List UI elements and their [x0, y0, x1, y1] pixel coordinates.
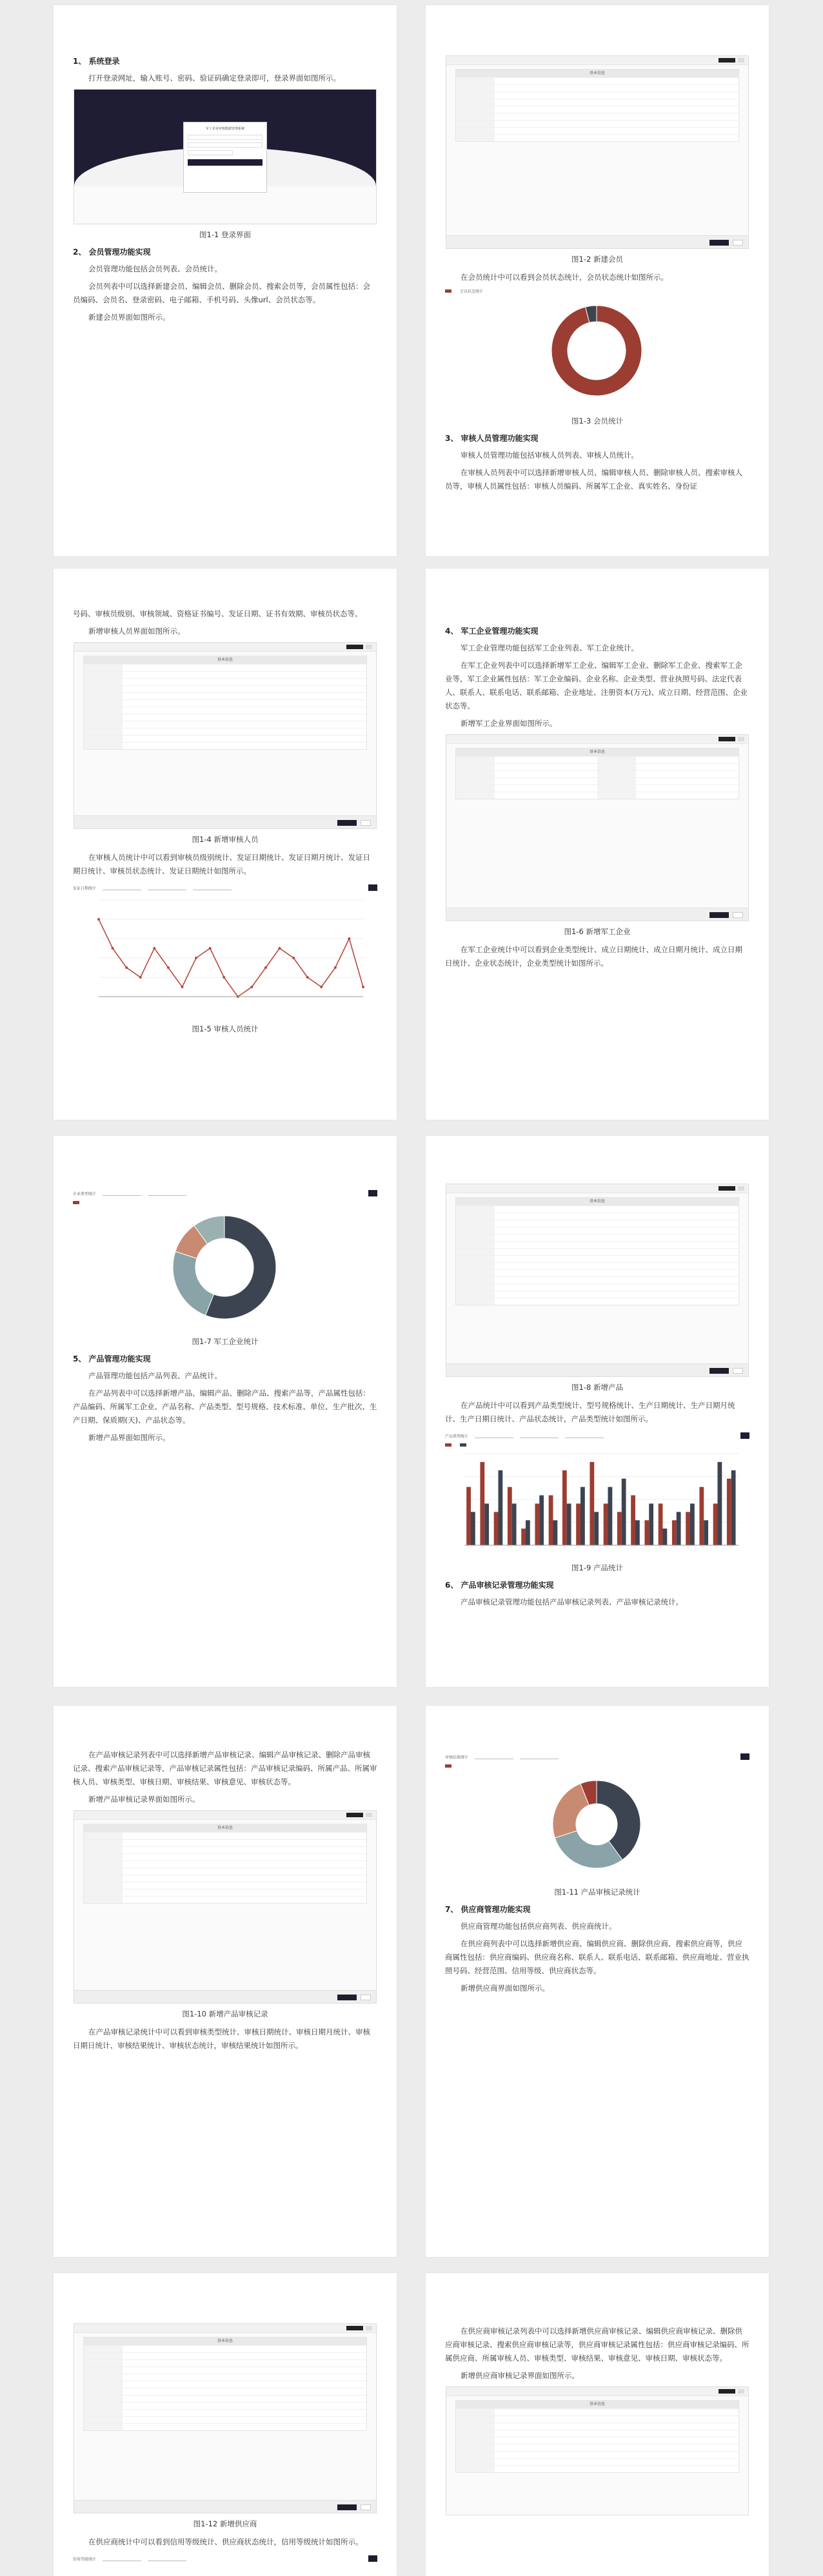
bar [622, 1479, 626, 1545]
bar [484, 1503, 489, 1545]
data-point [250, 986, 253, 988]
new-enterprise-screenshot [446, 734, 749, 921]
section-title: 1、 系统登录 [73, 57, 120, 66]
new-auditor-screenshot [74, 642, 377, 829]
figure-caption: 图1-7 军工企业统计 [192, 1337, 259, 1346]
paragraph: 供应商管理功能包括供应商列表、供应商统计。 [461, 1922, 617, 1931]
section-title: 2、 会员管理功能实现 [73, 248, 151, 257]
search-button [740, 1753, 749, 1760]
data-point [153, 947, 155, 950]
bar [713, 1503, 718, 1545]
bar [580, 1487, 585, 1545]
bar [686, 1512, 690, 1545]
chart-title: 会员状态统计 [460, 289, 484, 294]
figure-caption: 图1-9 产品统计 [571, 1563, 623, 1572]
paragraph: 在军工企业统计中可以看到企业类型统计、成立日期统计、成立日期月统计、成立日期日统计、企业状态统计，企业类型统计如图所示。 [445, 945, 742, 968]
new-member-screenshot [446, 55, 749, 249]
data-point [97, 918, 100, 921]
page-9 [54, 2273, 397, 2576]
paragraph: 在产品审核记录统计中可以看到审核类型统计、审核日期统计、审核日期月统计、审核日期日统计、审核结果统计、审核状态统计，审核结果统计如图所示。 [73, 2027, 370, 2050]
bar [508, 1487, 512, 1545]
bar [644, 1520, 649, 1545]
form-header: 基本信息 [84, 656, 366, 664]
login-screenshot [74, 89, 377, 224]
chart-title: 发证日期统计 [73, 886, 97, 891]
data-point [125, 966, 128, 969]
bar [662, 1528, 667, 1545]
bar [617, 1512, 622, 1545]
new-audit-record-screenshot [74, 1810, 377, 2004]
paragraph: 新增供应商界面如图所示。 [461, 1984, 550, 1993]
bar [535, 1503, 539, 1545]
page-1 [54, 5, 397, 556]
line-chart [73, 893, 376, 1016]
bar [590, 1462, 594, 1545]
figure-caption: 图1-12 新增供应商 [193, 2519, 257, 2528]
page-2 [426, 5, 769, 556]
section-title: 5、 产品管理功能实现 [73, 1354, 151, 1363]
pie-slice [173, 1251, 213, 1315]
bar [649, 1503, 653, 1545]
bar [562, 1470, 567, 1545]
form-header: 基本信息 [456, 2401, 739, 2408]
paragraph: 审核人员管理功能包括审核人员列表、审核人员统计。 [461, 451, 639, 460]
section-title: 3、 审核人员管理功能实现 [445, 434, 539, 443]
bar [549, 1496, 553, 1545]
bar [466, 1487, 471, 1545]
page-4 [426, 569, 769, 1120]
paragraph: 新增产品审核记录界面如图所示。 [88, 1795, 200, 1804]
search-button [368, 1190, 377, 1196]
section-title: 4、 军工企业管理功能实现 [445, 627, 539, 636]
form-header: 基本信息 [456, 1198, 739, 1205]
figure-caption: 图1-8 新增产品 [571, 1383, 623, 1392]
paragraph: 会员列表中可以选择新建会员、编辑会员、删除会员、搜索会员等，会员属性包括：会员编码、会员名、登录密码、电子邮箱、手机号码、头像url、会员状态等。 [73, 282, 370, 304]
new-supplier-screenshot [74, 2323, 377, 2513]
page-3 [54, 569, 397, 1120]
bar-chart [445, 1449, 748, 1555]
password-field [188, 142, 263, 148]
data-point [362, 986, 364, 988]
audit-result-chart [445, 1751, 749, 1882]
figure-caption: 图1-4 新增审核人员 [192, 835, 259, 844]
date-chart [73, 882, 377, 1019]
login-card [183, 122, 267, 193]
bar [631, 1496, 635, 1545]
form-header: 基本信息 [84, 2337, 366, 2345]
toolbar [446, 56, 748, 65]
paragraph: 打开登录网址，输入账号、密码、验证码确定登录即可，登录界面如图所示。 [88, 73, 341, 83]
figure-caption: 图1-1 登录界面 [199, 230, 251, 239]
bar [553, 1520, 557, 1545]
login-title: 军工企业审核数据管理系统 [205, 127, 244, 131]
paragraph: 在审核人员统计中可以看到审核员级别统计、发证日期统计、发证日期月统计、发证日期日统计、审核员状态统计、发证日期统计如图所示。 [73, 853, 370, 875]
form [455, 69, 739, 142]
bar [672, 1520, 677, 1545]
donut-chart [445, 296, 748, 405]
data-point [167, 966, 170, 969]
paragraph: 新增供应商审核记录界面如图所示。 [461, 2371, 579, 2380]
bar [521, 1528, 526, 1545]
paragraph: 新增军工企业界面如图所示。 [461, 719, 557, 728]
search-button [740, 1432, 749, 1439]
bar [526, 1520, 530, 1545]
login-button [188, 159, 263, 166]
figure-caption: 图1-11 产品审核记录统计 [554, 1888, 640, 1897]
page-6 [426, 1136, 769, 1687]
search-button [368, 2555, 377, 2562]
member-chart [445, 288, 749, 411]
bar [717, 1462, 722, 1545]
paragraph: 在审核人员列表中可以选择新增审核人员、编辑审核人员、删除审核人员、搜索审核人员等，审核人员属性包括：审核人员编码、所属军工企业、真实姓名、身份证 [445, 468, 742, 491]
data-point [223, 976, 225, 979]
form-header: 基本信息 [84, 1824, 366, 1832]
data-point [139, 976, 142, 979]
donut-chart [73, 1206, 376, 1329]
bar [576, 1503, 580, 1545]
chart-title: 审核结果统计 [445, 1755, 469, 1760]
chart-title: 企业类型统计 [73, 1191, 97, 1196]
data-point [320, 986, 322, 988]
paragraph: 在会员统计中可以看到会员状态统计，会员状态统计如图所示。 [461, 273, 668, 282]
new-supplier-audit-screenshot [446, 2386, 749, 2515]
credit-chart-filter [73, 2553, 377, 2564]
captcha-field [188, 150, 233, 155]
data-point [112, 947, 114, 950]
chart-title: 信用等级统计 [73, 2557, 97, 2562]
paragraph: 在军工企业列表中可以选择新增军工企业、编辑军工企业、删除军工企业、搜索军工企业等，军工企业属性包括：军工企业编码、企业名称、企业类型、营业执照号码、法定代表人、联系人、联系电话、联系邮箱、企业地址、注册资本(万元)、成立日期、经营范围、企业状态等。 [445, 661, 748, 710]
paragraph: 在供应商列表中可以选择新增供应商、编辑供应商、删除供应商、搜索供应商等，供应商属性包括：供应商编码、供应商名称、联系人、联系电话、联系邮箱、供应商地址、营业执照号码、经营范围、信用等级、供应商状态等。 [445, 1939, 749, 1975]
paragraph: 在产品审核记录列表中可以选择新增产品审核记录、编辑产品审核记录、删除产品审核记录、搜索产品审核记录等，产品审核记录属性包括：产品审核记录编码、所属产品、所属审核人员、审核类型、审核日期、审核结果、审核意见、审核状态等。 [73, 1750, 377, 1786]
paragraph: 会员管理功能包括会员列表、会员统计。 [88, 264, 222, 273]
paragraph: 新增产品界面如图所示。 [88, 1433, 170, 1442]
data-point [209, 947, 212, 950]
paragraph: 在供应商审核记录列表中可以选择新增供应商审核记录、编辑供应商审核记录、删除供应商审核记录、搜索供应商审核记录等，供应商审核记录属性包括：供应商审核记录编码、所属供应商、所属审核人员、审核类型、审核结果、审核意见、审核日期、审核状态等。 [445, 2327, 749, 2363]
data-point [264, 966, 267, 969]
page-5 [54, 1136, 397, 1687]
paragraph: 新增审核人员界面如图所示。 [88, 627, 185, 636]
bar [731, 1470, 736, 1545]
bar [704, 1520, 708, 1545]
donut-chart [445, 1770, 748, 1879]
bar [727, 1479, 731, 1545]
page-8 [426, 1706, 769, 2257]
form-header: 基本信息 [456, 748, 739, 756]
product-chart [445, 1430, 749, 1557]
search-button [368, 884, 377, 891]
paragraph: 在产品统计中可以看到产品类型统计、型号规格统计、生产日期统计、生产日期月统计、生产日期日统计、产品状态统计，产品类型统计如图所示。 [445, 1401, 735, 1423]
pie-slice [555, 1831, 622, 1868]
figure-caption: 图1-5 审核人员统计 [192, 1024, 259, 1033]
bar [635, 1520, 640, 1545]
bar [690, 1503, 695, 1545]
figure-caption: 图1-2 新建会员 [571, 255, 623, 264]
bar [567, 1503, 571, 1545]
bar [699, 1487, 704, 1545]
bar [608, 1487, 612, 1545]
section-title: 7、 供应商管理功能实现 [445, 1905, 531, 1914]
paragraph: 在产品列表中可以选择新增产品、编辑产品、删除产品、搜索产品等，产品属性包括：产品编码、所属军工企业、产品名称、产品类型、型号规格、技术标准、单位、生产批次、生产日期、保质期(天)、产品状态等。 [73, 1389, 377, 1425]
bar [498, 1470, 502, 1545]
page-7 [54, 1706, 397, 2257]
bar [480, 1462, 484, 1545]
data-point [181, 986, 183, 988]
bar [471, 1512, 475, 1545]
paragraph: 产品管理功能包括产品列表、产品统计。 [88, 1371, 222, 1380]
data-point [306, 976, 309, 979]
bar [512, 1503, 517, 1545]
bar [677, 1512, 681, 1545]
chart-title: 产品类型统计 [445, 1434, 469, 1439]
paragraph: 新建会员界面如图所示。 [88, 313, 170, 322]
figure-caption: 图1-10 新增产品审核记录 [182, 2009, 268, 2018]
bar [539, 1496, 544, 1545]
paragraph: 在供应商统计中可以看到信用等级统计、供应商状态统计，信用等级统计如图所示。 [88, 2537, 363, 2546]
data-point [195, 957, 197, 959]
figure-caption: 图1-6 新增军工企业 [564, 927, 631, 936]
username-field [188, 135, 263, 140]
paragraph: 产品审核记录管理功能包括产品审核记录列表、产品审核记录统计。 [461, 1597, 683, 1606]
data-point [334, 966, 337, 969]
form-header: 基本信息 [456, 70, 739, 77]
enterprise-chart [73, 1187, 377, 1331]
paragraph: 号码、审核员级别、审核领域、资格证书编号、发证日期、证书有效期、审核员状态等。 [73, 609, 362, 618]
page-10 [426, 2273, 769, 2576]
bar [659, 1503, 663, 1545]
data-point [279, 947, 281, 950]
bar [494, 1512, 499, 1545]
data-point [348, 937, 350, 940]
paragraph: 军工企业管理功能包括军工企业列表、军工企业统计。 [461, 643, 639, 652]
figure-caption: 图1-3 会员统计 [571, 416, 623, 425]
new-product-screenshot [446, 1184, 749, 1377]
bar [604, 1503, 608, 1545]
data-point [292, 957, 295, 959]
section-title: 6、 产品审核记录管理功能实现 [445, 1581, 554, 1590]
bar [594, 1512, 599, 1545]
